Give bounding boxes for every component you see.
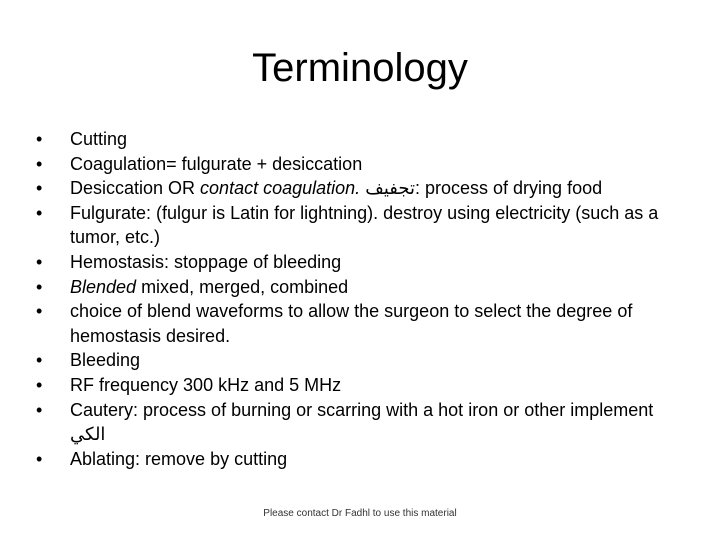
- bullet-text-post: : process of drying food: [415, 178, 603, 199]
- bullet-cutting: [36, 127, 686, 152]
- bullet-text: Cutting: [70, 129, 128, 149]
- bullet-dot: [36, 201, 56, 226]
- bullet-text: RF frequency 300 kHz and 5 MHz: [70, 374, 342, 395]
- bullet-text: Bleeding: [70, 350, 141, 371]
- bullet-dot: [36, 447, 56, 472]
- bullet-text: Fulgurate: (fulgur is Latin for lightning). destroy using electricity (such as a tumor, etc.): [70, 202, 659, 248]
- bullet-desiccation: [36, 176, 686, 201]
- bullet-rf-frequency: [36, 373, 686, 398]
- bullet-blended: [36, 275, 686, 300]
- bullet-text-post: mixed, merged, combined: [136, 276, 349, 297]
- footer-note: Please contact Dr Fadhl to use this material: [263, 508, 457, 519]
- bullet-dot: [36, 176, 56, 201]
- bullet-list: [36, 127, 686, 471]
- bullet-text-pre: Desiccation OR: [70, 178, 201, 199]
- bullet-dot: [36, 250, 56, 275]
- bullet-text: Hemostasis: stoppage of bleeding: [70, 251, 342, 272]
- bullet-coagulation: [36, 152, 686, 177]
- bullet-text-arabic: الكي: [70, 424, 106, 445]
- bullet-dot: [36, 127, 56, 152]
- bullet-text-arabic: تجفيف: [365, 178, 415, 199]
- bullet-dot: [36, 398, 56, 423]
- bullet-ablating: [36, 447, 686, 472]
- bullet-text: Ablating: remove by cutting: [70, 448, 288, 469]
- bullet-text-pre: Cautery: process of burning or scarring with a hot iron or other implement: [70, 399, 654, 420]
- bullet-text: Coagulation= fulgurate + desiccation: [70, 153, 363, 174]
- bullet-hemostasis: [36, 250, 686, 275]
- bullet-bleeding: [36, 348, 686, 373]
- bullet-text-italic: contact coagulation.: [200, 178, 361, 199]
- bullet-text-italic: Blended: [70, 276, 137, 297]
- slide-title: Terminology: [252, 46, 468, 90]
- bullet-dot: [36, 299, 56, 324]
- bullet-dot: [36, 275, 56, 300]
- bullet-dot: [36, 152, 56, 177]
- bullet-dot: [36, 373, 56, 398]
- bullet-dot: [36, 348, 56, 373]
- bullet-cautery: [36, 398, 686, 447]
- bullet-text: choice of blend waveforms to allow the surgeon to select the degree of hemostasis desired.: [70, 301, 633, 346]
- bullet-fulgurate: [36, 201, 686, 250]
- bullet-blend-waveforms: [36, 299, 686, 348]
